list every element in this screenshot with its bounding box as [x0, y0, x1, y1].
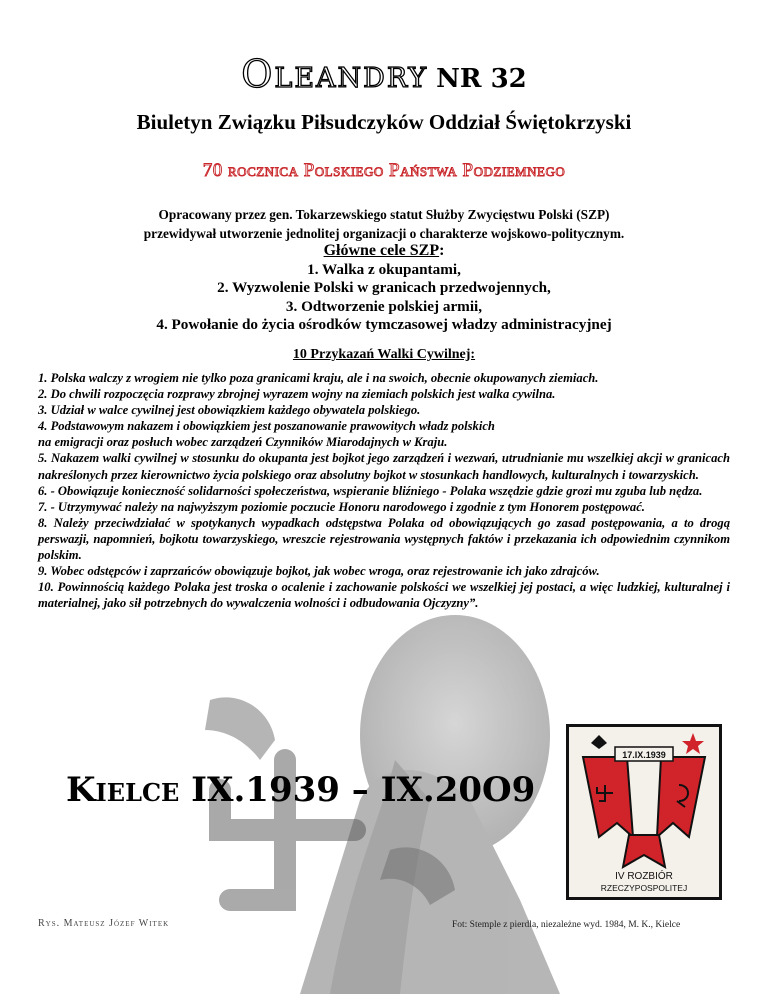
stamp-artwork — [569, 727, 719, 897]
stamp-date: 17.IX.1939 — [622, 750, 666, 760]
stamp-caption-1: IV ROZBIÓR — [615, 871, 673, 882]
commandment-item: 4. Podstawowym nakazem i obowiązkiem jest poszanowanie prawowitych władz polskich — [38, 419, 495, 434]
commandment-item: 1. Polska walczy z wrogiem nie tylko poza granicami kraju, ale i na swoich, obecnie okupowanych ziemiach. — [38, 371, 599, 385]
goals-heading-suffix: : — [439, 242, 445, 259]
commandment-item: 3. Udział w walce cywilnej jest obowiązkiem każdego obywatela polskiego. — [38, 403, 421, 418]
commandment-item: 9. Wobec odstępców i zaprzańców obowiązuje bojkot, jak wobec wroga, oraz rejestrowanie ich jako zdrajców. — [38, 564, 600, 579]
kielce-date-line: Kielce IX.1939 – IX.20O9 — [66, 770, 536, 810]
masthead — [0, 52, 768, 96]
commandment-item: 5. Nakazem walki cywilnej w stosunku do okupanta jest bojkot jego zarządzeń i wezwań, utrudnianie mu wszelkiej akcji w granicach nakreślonych przez kierownictwo życia polskiego oraz absolutny bojkot w stosunkach handlowych, kulturalnych i towarzyskich. — [38, 451, 730, 482]
goal-item: 1. Walka z okupantami, — [307, 260, 461, 278]
commandments-list — [38, 370, 730, 611]
intro-line-2: przewidywał utworzenie jednolitej organizacji o charakterze wojskowo-politycznym. — [143, 226, 625, 241]
commandment-item: 7. - Utrzymywać należy na najwyższym poziomie poczucie Honoru narodowego i zgodnie z tym Honorem postępować. — [38, 499, 645, 514]
goal-item: 3. Odtworzenie polskiej armii, — [285, 297, 483, 315]
commandments-heading: 10 Przykazań Walki Cywilnej: — [292, 347, 476, 362]
commandment-item: 10. Powinnością każdego Polaka jest troska o ocalenie i zachowanie polskości we wszelkiej jej postaci, a więc ludzkiej, kulturalnej i materialnej, jako sił potrzebnych do wywalczenia wolności i odbudowania Ojczyzny”. — [38, 580, 730, 611]
bulletin-subtitle: Biuletyn Związku Piłsudczyków Oddział Świętokrzyski — [136, 110, 632, 134]
illustration-credit: Rys. Mateusz Józef Witek — [38, 918, 170, 929]
issue-number: NR 32 — [436, 64, 527, 94]
anniversary-heading: 70 rocznica Polskiego Państwa Podziemnego — [202, 160, 566, 181]
bulletin-title: Oleandry — [241, 52, 429, 96]
intro-text — [0, 205, 768, 243]
commandment-item: 6. - Obowiązuje konieczność solidarności społeczeństwa, wspieranie bliźniego - Polaka wszędzie gdzie grozi mu zguba lub nędza. — [38, 483, 703, 498]
intro-line-1: Opracowany przez gen. Tokarzewskiego statut Służby Zwycięstwu Polski (SZP) — [158, 207, 610, 222]
goal-item: 2. Wyzwolenie Polski w granicach przedwojennych, — [217, 279, 551, 296]
stamp-image — [566, 724, 722, 900]
stamp-caption-2: RZECZYPOSPOLITEJ — [600, 883, 688, 893]
photo-credit: Fot: Stemple z pierdla, niezależne wyd. 1984, M. K., Kielce — [452, 920, 681, 930]
goals-heading — [0, 242, 768, 261]
commandment-item: 8. Należy przeciwdziałać w spotykanych wypadkach odstępstwa Polaka od obowiązujących go zasad postępowania, a to drogą perswazji, napomnień, bojkotu towarzyskiego, wreszcie rejestrowania występnych faktów i przekazania ich odpowiednim czynnikom polskim. — [38, 515, 730, 563]
goal-item: 4. Powołanie do życia ośrodków tymczasowej władzy administracyjnej — [156, 316, 612, 333]
commandment-item: 2. Do chwili rozpoczęcia rozprawy zbrojnej wyrazem wojny na ziemiach polskich jest walka cywilna. — [38, 387, 556, 402]
goals-heading-text: Główne cele SZP — [323, 242, 440, 259]
goals-list — [0, 242, 768, 335]
commandment-item: na emigracji oraz posłuch wobec zarządzeń Czynników Miarodajnych w Kraju. — [38, 435, 448, 450]
